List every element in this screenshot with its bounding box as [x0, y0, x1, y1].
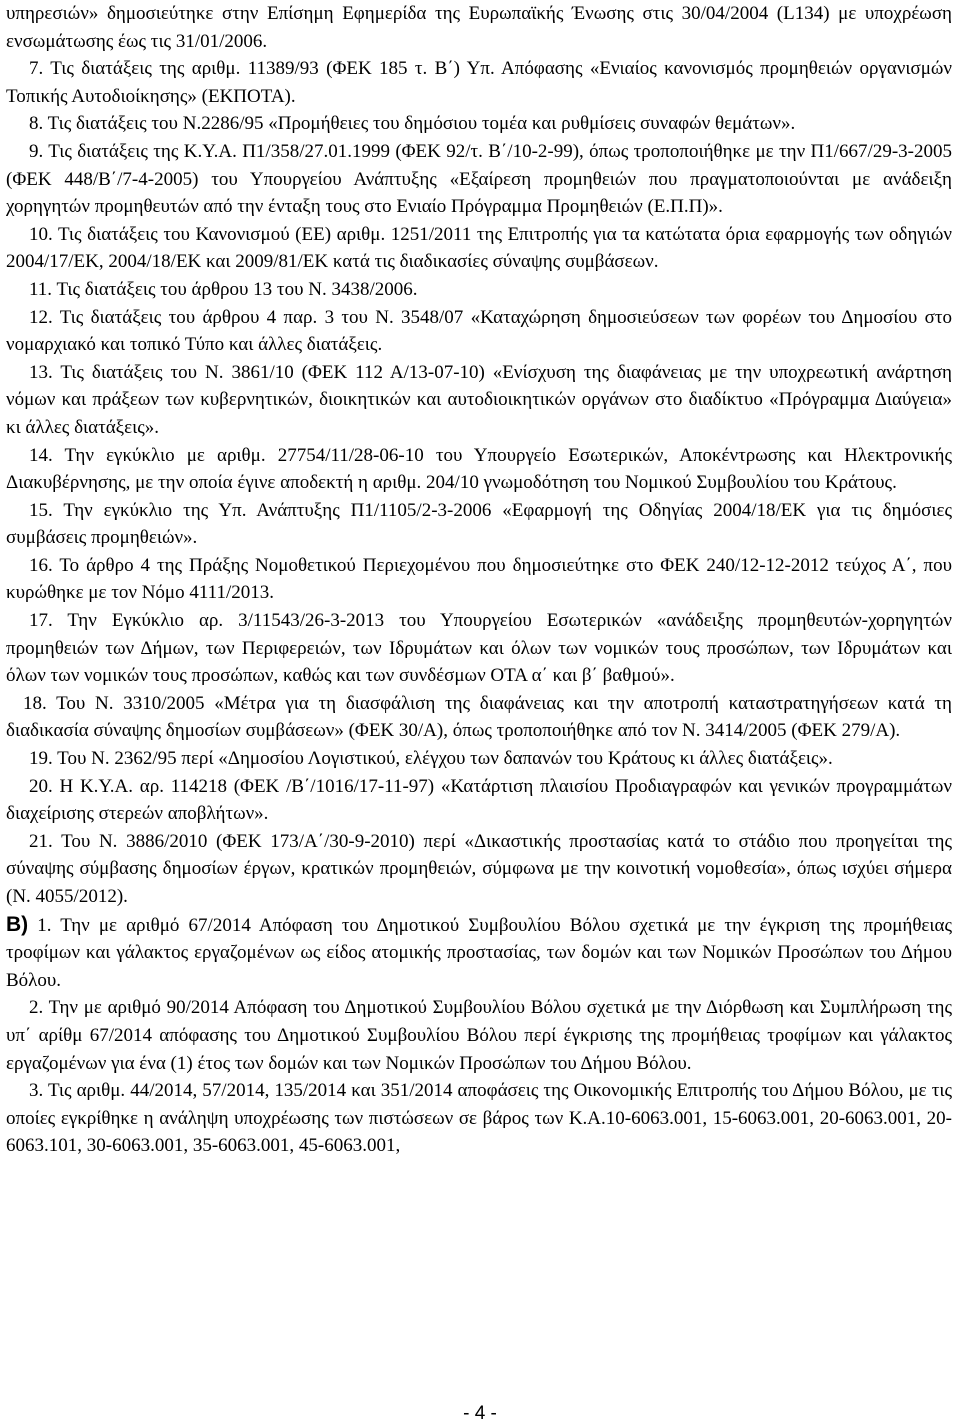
list-item-13: 13. Τις διατάξεις του Ν. 3861/10 (ΦΕΚ 112 Α/13-07-10) «Ενίσχυση της διαφάνειας με την υποχρεωτική ανάρτηση νόμων και πράξεων των κυβερνητικών, διοικητικών και αυτοδιοικητικών οργάνων στο διαδίκτυο «Πρόγραμμα Διαύγεια» κι άλλες διατάξεις».	[6, 361, 952, 438]
list-item-21: 21. Του Ν. 3886/2010 (ΦΕΚ 173/Α΄/30-9-2010) περί «Δικαστικής προστασίας κατά το στάδιο που προηγείται της σύναψης σύμβασης δημοσίων έργων, κρατικών προμηθειών, σύμφωνα με την κοινοτική νομοθεσία», όπως ισχύει σήμερα (Ν. 4055/2012).	[6, 830, 952, 907]
list-item-8: 8. Τις διατάξεις του Ν.2286/95 «Προμήθειες του δημόσιου τομέα και ρυθμίσεις συναφών θεμάτων».	[29, 113, 796, 135]
list-item-16: 16. Το άρθρο 4 της Πράξης Νομοθετικού Περιεχομένου που δημοσιεύτηκε στο ΦΕΚ 240/12-12-2012 τεύχος Α΄, που κυρώθηκε με τον Νόμο 4111/2013.	[6, 554, 952, 604]
list-item-15: 15. Την εγκύκλιο της Υπ. Ανάπτυξης Π1/1105/2-3-2006 «Εφαρμογή της Οδηγίας 2004/18/ΕΚ για τις δημόσιες συμβάσεις προμηθειών».	[6, 499, 952, 549]
section-b-heading: Β)	[6, 912, 29, 936]
list-item-18: 18. Του Ν. 3310/2005 «Μέτρα για τη διασφάλιση της διαφάνειας και την αποτροπή καταστρατηγήσεων κατά τη διαδικασία σύναψης δημοσίων συμβάσεων» (ΦΕΚ 30/Α), όπως τροποποιήθηκε από τον Ν. 3414/2005 (ΦΕΚ 279/Α).	[6, 692, 952, 742]
page-number: - 4 -	[463, 1403, 497, 1424]
paragraph-continuation: υπηρεσιών» δημοσιεύτηκε στην Επίσημη Εφημερίδα της Ευρωπαϊκής Ένωσης στις 30/04/2004 (L134) με υποχρέωση ενσωμάτωσης έως τις 31/01/2006.	[6, 3, 952, 52]
list-item-7: 7. Τις διατάξεις της αριθμ. 11389/93 (ΦΕΚ 185 τ. Β΄) Υπ. Απόφασης «Ενιαίος κανονισμός προμηθειών οργανισμών Τοπικής Αυτοδιοίκησης» (ΕΚΠΟΤΑ).	[6, 58, 952, 107]
list-item-10: 10. Τις διατάξεις του Κανονισμού (ΕΕ) αριθμ. 1251/2011 της Επιτροπής για τα κατώτατα όρια εφαρμογής των οδηγιών 2004/17/ΕΚ, 2004/18/ΕΚ και 2009/81/ΕΚ κατά τις διαδικασίες σύναψης συμβάσεων.	[6, 223, 952, 273]
section-b-item-3: 3. Τις αριθμ. 44/2014, 57/2014, 135/2014 και 351/2014 αποφάσεις της Οικονομικής Επιτροπής του Δήμου Βόλου, με τις οποίες εγκρίθηκε η ανάληψη υποχρέωσης των πιστώσεων σε βάρος των Κ.Α.10-6063.001, 15-6063.001, 20-6063.001, 20-6063.101, 30-6063.001, 35-6063.001, 45-6063.001,	[6, 1080, 952, 1157]
section-b-item-1	[6, 911, 952, 995]
list-item-9: 9. Τις διατάξεις της Κ.Υ.Α. Π1/358/27.01.1999 (ΦΕΚ 92/τ. Β΄/10-2-99), όπως τροποποιήθηκε με την Π1/667/29-3-2005 (ΦΕΚ 448/Β΄/7-4-2005) του Υπουργείου Ανάπτυξης «Εξαίρεση προμηθειών που πραγματοποιούνται με ανάδειξη χορηγητών προμηθευτών από την ένταξη τους στο Ενιαίο Πρόγραμμα Προμηθειών (Ε.Π.Π)».	[6, 140, 952, 218]
list-item-17: 17. Την Εγκύκλιο αρ. 3/11543/26-3-2013 του Υπουργείου Εσωτερικών «ανάδειξης προμηθευτών-χορηγητών προμηθειών των Δήμων, των Περιφερειών, των Ιδρυμάτων και όλων των νομικών τους προσώπων, των Ιδρυμάτων και όλων των νομικών τους προσώπων, καθώς και των συνδέσμων ΟΤΑ α΄ και β΄ βαθμού».	[6, 610, 952, 687]
section-b-item-2: 2. Την με αριθμό 90/2014 Απόφαση του Δημοτικού Συμβουλίου Βόλου σχετικά με την Διόρθωση και Συμπλήρωση της υπ΄ αρίθμ 67/2014 απόφασης του Δημοτικού Συμβουλίου Βόλου περί έγκρισης της προμήθειας τροφίμων και γάλακτος εργαζομένων για ένα (1) έτος των δομών και των Νομικών Προσώπων του Δήμου Βόλου.	[6, 997, 952, 1074]
list-item-20: 20. Η Κ.Υ.Α. αρ. 114218 (ΦΕΚ /Β΄/1016/17-11-97) «Κατάρτιση πλαισίου Προδιαγραφών και γενικών προγραμμάτων διαχείρισης στερεών αποβλήτων».	[6, 775, 952, 825]
list-item-11: 11. Τις διατάξεις του άρθρου 13 του Ν. 3438/2006.	[29, 278, 418, 300]
list-item-12: 12. Τις διατάξεις του άρθρου 4 παρ. 3 του Ν. 3548/07 «Καταχώρηση δημοσιεύσεων των φορέων του Δημοσίου στο νομαρχιακό και τοπικό Τύπο και άλλες διατάξεις.	[6, 306, 952, 356]
document-body	[6, 0, 952, 1160]
section-b-item-1-text: 1. Την με αριθμό 67/2014 Απόφαση του Δημοτικού Συμβουλίου Βόλου σχετικά με την έγκριση της προμήθειας τροφίμων και γάλακτος εργαζομένων ως είδος ατομικής προστασίας, των δομών και των Νομικών Προσώπων του Δήμου Βόλου.	[6, 914, 952, 991]
list-item-14: 14. Την εγκύκλιο με αριθμ. 27754/11/28-06-10 του Υπουργείο Εσωτερικών, Αποκέντρωσης και Ηλεκτρονικής Διακυβέρνησης, με την οποία έγινε αποδεκτή η αριθμ. 204/10 γνωμοδότηση του Νομικού Συμβουλίου του Κράτους.	[6, 444, 952, 494]
list-item-19: 19. Του Ν. 2362/95 περί «Δημοσίου Λογιστικού, ελέγχου των δαπανών του Κράτους κι άλλες διατάξεις».	[29, 748, 833, 770]
